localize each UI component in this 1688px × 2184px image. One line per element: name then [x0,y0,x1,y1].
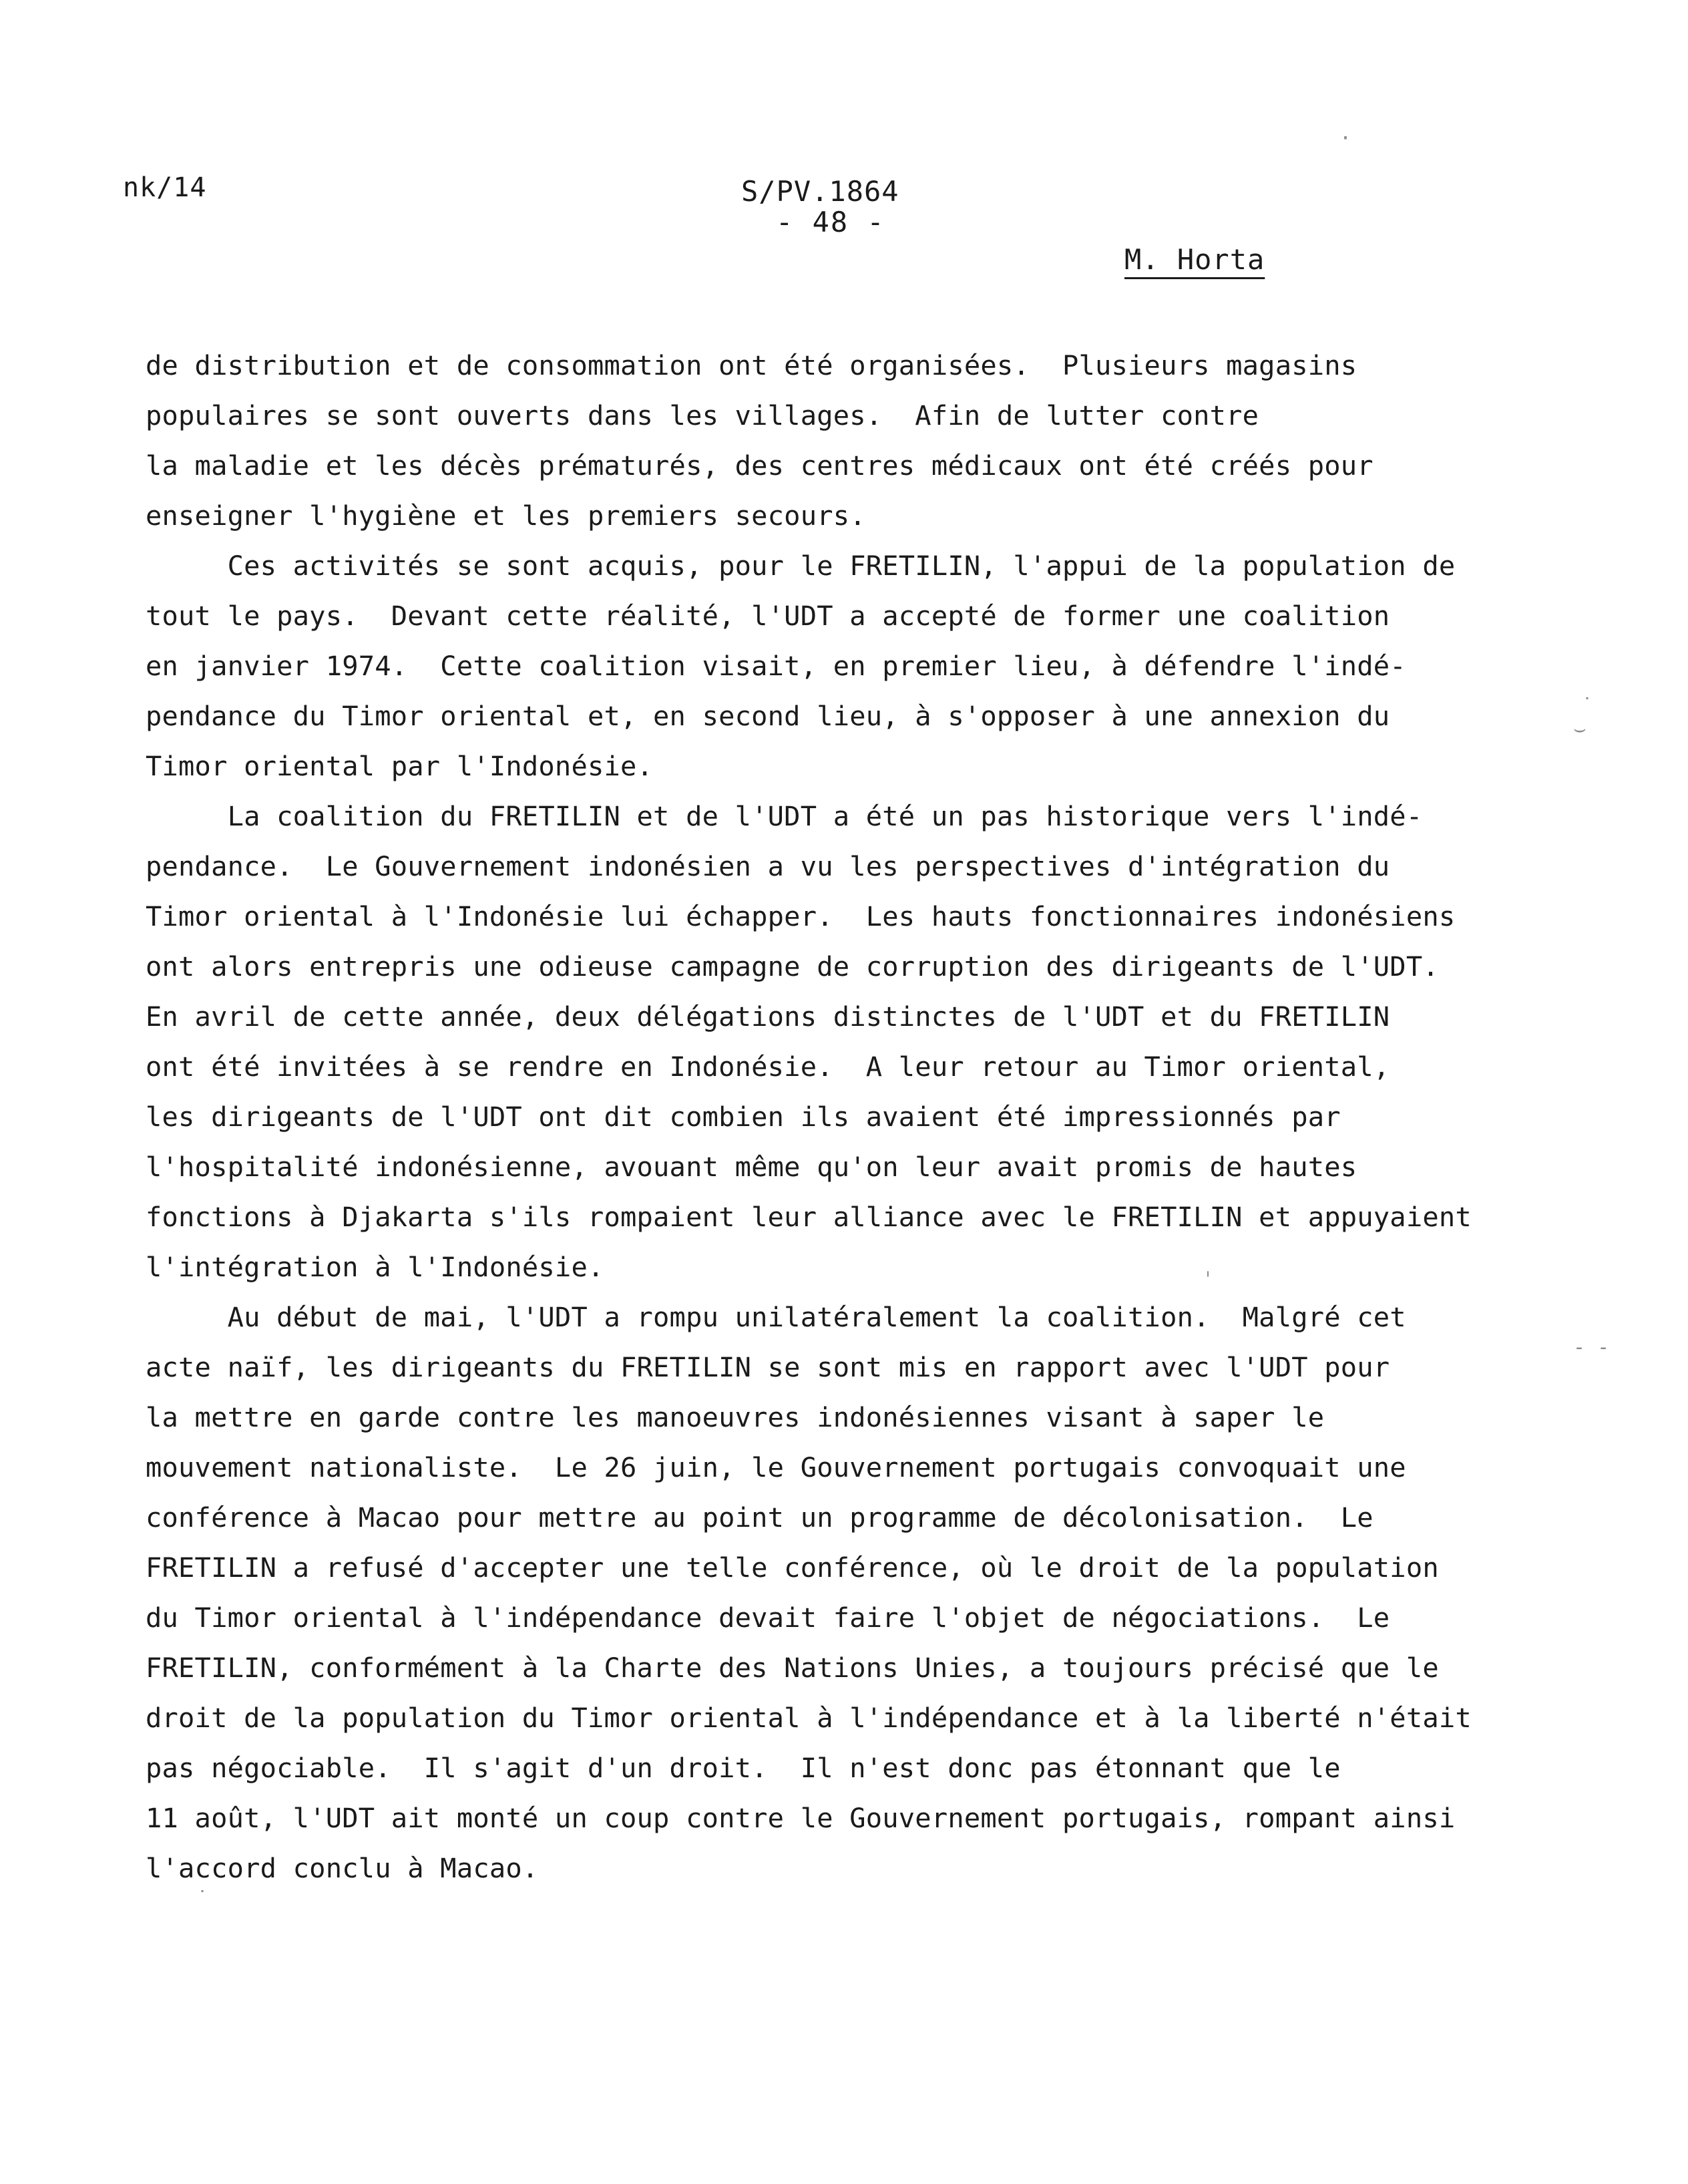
body-line: conférence à Macao pour mettre au point un programme de décolonisation. Le [146,1501,1374,1533]
document-reference: nk/14 [123,172,207,203]
scan-speck: ⌣ [1573,717,1587,741]
body-line: Timor oriental par l'Indonésie. [146,750,654,782]
body-line: ont été invitées à se rendre en Indonésie. A leur retour au Timor oriental, [146,1051,1390,1083]
body-line: l'accord conclu à Macao. [146,1852,539,1884]
body-line: de distribution et de consommation ont été organisées. Plusieurs magasins [146,349,1357,381]
scan-speck: · [1339,127,1352,150]
body-line: mouvement nationaliste. Le 26 juin, le Gouvernement portugais convoquait une [146,1451,1406,1483]
body-line: la maladie et les décès prématurés, des centres médicaux ont été créés pour [146,449,1374,482]
body-line: Timor oriental à l'Indonésie lui échapper. Les hauts fonctionnaires indonésiens [146,900,1456,932]
scan-speck: ˙ [1581,695,1594,718]
body-line: ont alors entrepris une odieuse campagne de corruption des dirigeants de l'UDT. [146,950,1439,982]
scan-speck: ˙ [196,1887,209,1911]
body-text [146,341,1521,1893]
body-line: la mettre en garde contre les manoeuvres indonésiennes visant à saper le [146,1401,1325,1433]
body-line: pendance du Timor oriental et, en second lieu, à s'opposer à une annexion du [146,700,1390,732]
body-line: pendance. Le Gouvernement indonésien a vu les perspectives d'intégration du [146,850,1390,882]
body-line: enseigner l'hygiène et les premiers secours. [146,500,866,532]
body-line: populaires se sont ouverts dans les villages. Afin de lutter contre [146,399,1259,431]
body-line: Au début de mai, l'UDT a rompu unilatéralement la coalition. Malgré cet [146,1301,1406,1333]
scan-speck: ˌ [1202,1256,1215,1279]
body-line: l'hospitalité indonésienne, avouant même qu'on leur avait promis de hautes [146,1151,1357,1183]
body-line: FRETILIN, conformément à la Charte des Nations Unies, a toujours précisé que le [146,1652,1439,1684]
body-line: En avril de cette année, deux délégations distinctes de l'UDT et du FRETILIN [146,1000,1390,1033]
body-line: FRETILIN a refusé d'accepter une telle conférence, où le droit de la population [146,1552,1439,1584]
body-line: 11 août, l'UDT ait monté un coup contre le Gouvernement portugais, rompant ainsi [146,1802,1456,1834]
scan-speck: ‐ ‐ [1573,1336,1610,1359]
body-line: Ces activités se sont acquis, pour le FRETILIN, l'appui de la population de [146,550,1456,582]
body-line: tout le pays. Devant cette réalité, l'UDT a accepté de former une coalition [146,600,1390,632]
body-line: fonctions à Djakarta s'ils rompaient leur alliance avec le FRETILIN et appuyaient [146,1201,1472,1233]
body-line: acte naïf, les dirigeants du FRETILIN se sont mis en rapport avec l'UDT pour [146,1351,1390,1383]
body-line: La coalition du FRETILIN et de l'UDT a été un pas historique vers l'indé- [146,800,1423,832]
page-number: - 48 - [776,206,885,238]
body-line: droit de la population du Timor oriental à l'indépendance et à la liberté n'était [146,1702,1472,1734]
body-line: du Timor oriental à l'indépendance devait faire l'objet de négociations. Le [146,1602,1390,1634]
speaker-name: M. Horta [1124,243,1265,276]
body-line: l'intégration à l'Indonésie. [146,1251,604,1283]
body-line: en janvier 1974. Cette coalition visait, en premier lieu, à défendre l'indé- [146,650,1406,682]
body-line: pas négociable. Il s'agit d'un droit. Il n'est donc pas étonnant que le [146,1752,1341,1784]
document-symbol: S/PV.1864 [741,175,899,208]
body-line: les dirigeants de l'UDT ont dit combien ils avaient été impressionnés par [146,1101,1341,1133]
